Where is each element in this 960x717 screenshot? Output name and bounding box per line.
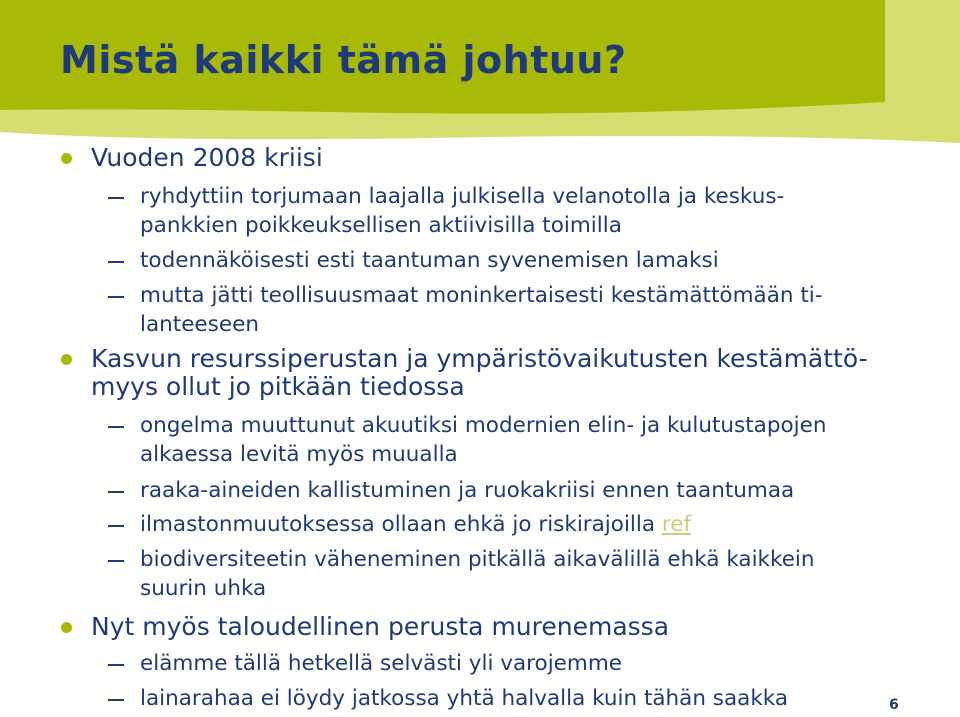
sub-bullet-text xyxy=(140,512,691,537)
dash-marker xyxy=(108,296,124,298)
bullet-text: Vuoden 2008 kriisi xyxy=(91,143,323,172)
bullet-marker xyxy=(61,354,72,365)
dash-marker xyxy=(108,426,124,428)
bullet-text: Kasvun resurssiperustan ja ympäristövaikutusten kestämättö- xyxy=(91,344,868,373)
dash-marker xyxy=(108,699,124,701)
page-number: 6 xyxy=(889,697,899,713)
dash-marker xyxy=(108,491,124,493)
sub-bullet-text: lanteeseen xyxy=(140,312,259,337)
sub-bullet-text: raaka-aineiden kallistuminen ja ruokakriisi ennen taantumaa xyxy=(140,478,795,503)
sub-bullet-text: biodiversiteetin väheneminen pitkällä aikavälillä ehkä kaikkein xyxy=(140,547,815,572)
dash-marker xyxy=(108,525,124,527)
sub-bullet-text: mutta jätti teollisuusmaat moninkertaisesti kestämättömään ti- xyxy=(140,283,823,308)
sub-bullet-text: pankkien poikkeuksellisen aktiivisilla toimilla xyxy=(140,213,622,238)
sub-bullet-text: todennäköisesti esti taantuman syvenemisen lamaksi xyxy=(140,248,719,273)
dash-marker xyxy=(108,664,124,666)
dash-marker xyxy=(108,261,124,263)
bullet-marker xyxy=(61,153,72,164)
sub-bullet-text: lainarahaa ei löydy jatkossa yhtä halvalla kuin tähän saakka xyxy=(140,686,789,711)
dash-marker xyxy=(108,197,124,199)
sub-bullet-text-part: ilmastonmuutoksessa ollaan ehkä jo riskirajoilla xyxy=(140,512,662,537)
dash-marker xyxy=(108,560,124,562)
ref-link[interactable]: ref xyxy=(661,512,692,537)
sub-bullet-text: alkaessa levitä myös muualla xyxy=(140,442,458,467)
bullet-text: Nyt myös taloudellinen perusta murenemassa xyxy=(91,612,670,641)
sub-bullet-text: elämme tällä hetkellä selvästi yli varojemme xyxy=(140,651,623,676)
sub-bullet-text: ryhdyttiin torjumaan laajalla julkisella velanotolla ja keskus- xyxy=(140,184,785,209)
sub-bullet-text: ongelma muuttunut akuutiksi modernien elin- ja kulutustapojen xyxy=(140,413,827,438)
bullet-text: myys ollut jo pitkään tiedossa xyxy=(91,372,465,401)
slide-title: Mistä kaikki tämä johtuu? xyxy=(60,38,627,82)
bullet-marker xyxy=(61,622,72,633)
sub-bullet-text: suurin uhka xyxy=(140,576,267,601)
